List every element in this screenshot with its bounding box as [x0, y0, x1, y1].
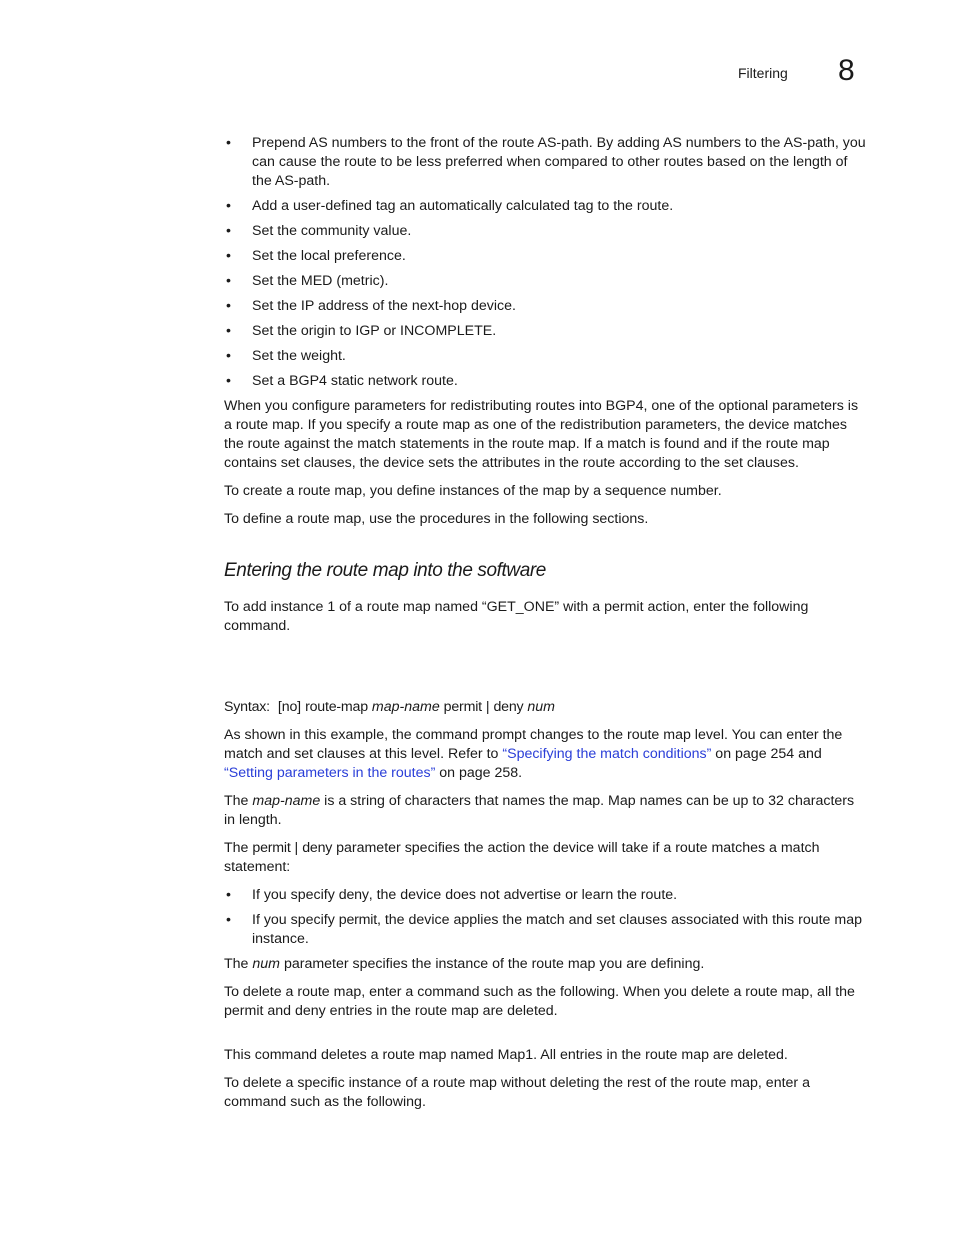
syntax-permit: permit — [443, 699, 482, 715]
term-deny: deny — [338, 887, 369, 903]
term-permit: permit — [252, 840, 291, 856]
list-item: • Set the weight. — [224, 347, 868, 366]
paragraph-delete-instance: To delete a specific instance of a route map without deleting the rest of the route map, enter a command such as the following. — [224, 1075, 810, 1110]
link-match-conditions[interactable]: “Specifying the match conditions” — [502, 746, 712, 762]
list-item — [224, 911, 868, 949]
syntax-bracket-close: ] — [297, 699, 302, 715]
list-item: • Set the IP address of the next-hop device. — [224, 297, 868, 316]
paragraph-add-instance: To add instance 1 of a route map named “GET_ONE” with a permit action, enter the following command. — [224, 599, 809, 634]
list-item — [224, 886, 868, 905]
paragraph-redistribute: When you configure parameters for redistributing routes into BGP4, one of the optional parameters is a route map. If you specify a route map as one of the redistribution parameters, the device matches the route against the match statements in the route map. If a match is found and if the route map contains set clauses, the device sets the attributes in the route according to the set clauses. — [224, 398, 859, 471]
section-title: Filtering — [738, 65, 788, 81]
paragraph-map-name — [224, 792, 868, 830]
page-body — [224, 134, 868, 1121]
syntax-no: no — [281, 699, 298, 715]
text-run: on page 258. — [435, 765, 523, 781]
list-item: • Set the MED (metric). — [224, 272, 868, 291]
syntax-bracket-open: [ — [277, 699, 282, 715]
text-run: If you specify — [252, 912, 339, 928]
list-item: • Add a user-defined tag an automatically calculated tag to the route. — [224, 197, 868, 216]
section-heading: Entering the route map into the software — [224, 560, 546, 581]
paragraph-num — [224, 955, 868, 974]
text-run: The — [224, 840, 253, 856]
list-item: • Set the origin to IGP or INCOMPLETE. — [224, 322, 868, 341]
text-run: parameter specifies the action the device will take if a route matches a match statement: — [224, 840, 820, 875]
chapter-number: 8 — [838, 54, 855, 87]
text-run: , the device does not advertise or learn the route. — [368, 887, 678, 903]
list-item: • Set a BGP4 static network route. — [224, 372, 868, 391]
syntax-route-map: route-map — [305, 699, 368, 715]
paragraph-permit-deny — [224, 839, 868, 877]
syntax-deny: deny — [493, 699, 524, 715]
text-run: , the device applies the match and set clauses associated with this route map instance. — [252, 912, 862, 947]
list-item: • Prepend AS numbers to the front of the route AS-path. By adding AS numbers to the AS-path, you can cause the route to be less preferred when compared to other routes based on the length of the AS-path. — [224, 134, 868, 191]
text-run: The — [224, 793, 253, 809]
syntax-num: num — [527, 699, 556, 715]
paragraph-define: To define a route map, use the procedures in the following sections. — [224, 511, 649, 527]
paragraph-create: To create a route map, you define instances of the map by a sequence number. — [224, 483, 722, 499]
text-run: parameter specifies the instance of the route map you are defining. — [280, 956, 705, 972]
term-map-name: map-name — [252, 793, 321, 809]
spacer — [224, 1030, 868, 1046]
text-run: If you specify — [252, 887, 339, 903]
set-actions-list — [224, 134, 868, 391]
text-run: | — [290, 840, 303, 856]
term-deny: deny — [302, 840, 333, 856]
syntax-label: Syntax: — [224, 699, 270, 715]
paragraph-prompt — [224, 726, 868, 783]
action-list — [224, 886, 868, 949]
paragraph-deleted: This command deletes a route map named Map1. All entries in the route map are deleted. — [224, 1047, 788, 1063]
text-run: on page 254 and — [711, 746, 822, 762]
syntax-line — [224, 698, 868, 717]
text-run: The — [224, 956, 253, 972]
text-run: is a string of characters that names the map. Map names can be up to 32 characters in length. — [224, 793, 855, 828]
list-item: • Set the community value. — [224, 222, 868, 241]
term-num: num — [252, 956, 280, 972]
list-item: • Set the local preference. — [224, 247, 868, 266]
link-setting-parameters[interactable]: “Setting parameters in the routes” — [224, 765, 436, 781]
paragraph-delete: To delete a route map, enter a command such as the following. When you delete a route map, all the permit and deny entries in the route map are deleted. — [224, 984, 855, 1019]
text-run: As shown in this example, the command prompt changes to the route map level. You can enter the match and set clauses at this level. Refer to — [224, 727, 843, 762]
syntax-map-name: map-name — [371, 699, 440, 715]
syntax-pipe: | — [485, 699, 490, 715]
term-permit: permit — [338, 912, 377, 928]
